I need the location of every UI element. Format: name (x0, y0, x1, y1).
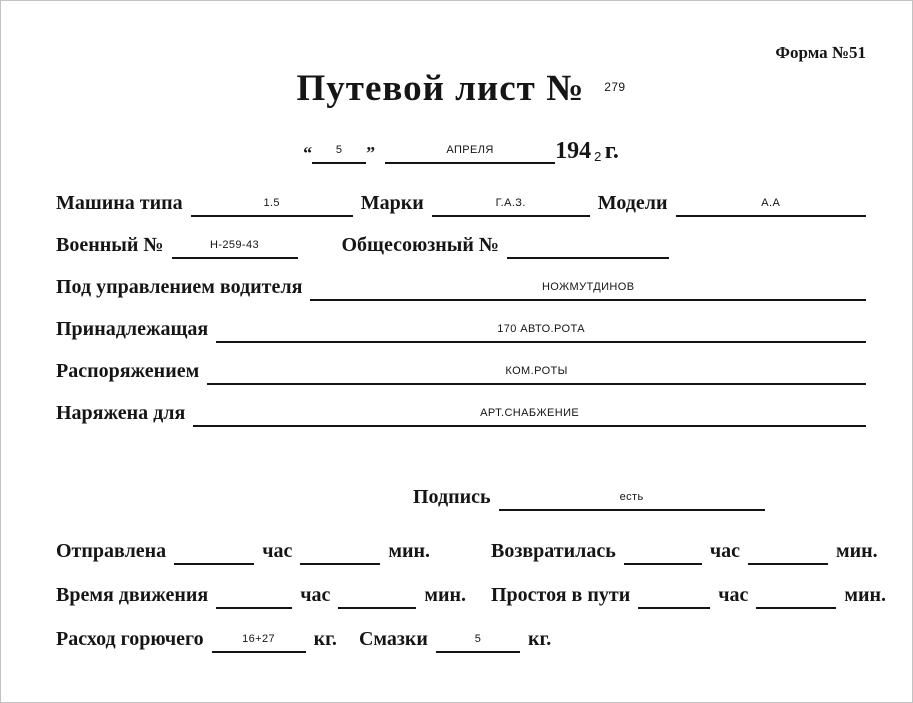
idle-minute-field (756, 583, 836, 609)
year-suffix: г. (604, 138, 619, 164)
signature-label: Подпись (413, 486, 491, 508)
machine-type-label: Машина типа (56, 192, 183, 214)
driving-group (56, 582, 491, 609)
numbers-row (56, 232, 866, 259)
machine-type-field: 1.5 (191, 191, 353, 217)
departed-hour-label: час (262, 540, 293, 562)
assigned-for-row (56, 400, 866, 427)
brand-label: Марки (360, 192, 424, 214)
union-number-label: Общесоюзный № (341, 234, 500, 256)
driver-label: Под управлением водителя (56, 276, 303, 298)
returned-label: Возвратилась (491, 540, 616, 562)
machine-row (56, 190, 866, 217)
signature-row (56, 484, 866, 511)
open-quote: “ (303, 143, 313, 163)
assigned-for-label: Наряжена для (56, 402, 186, 424)
returned-hour-field (624, 539, 702, 565)
returned-group (491, 538, 878, 565)
ordered-by-label: Распоряжением (56, 360, 200, 382)
assigned-for-field: АРТ.СНАБЖЕНИЕ (193, 401, 866, 427)
brand-field: Г.А.З. (432, 191, 590, 217)
signature-field: есть (499, 485, 765, 511)
returned-minute-field (748, 539, 828, 565)
departed-minute-label: мин. (388, 540, 431, 562)
model-field: А.А (676, 191, 866, 217)
belonging-row (56, 316, 866, 343)
consumption-row (56, 626, 866, 653)
waybill-number: 279 (604, 80, 626, 94)
driving-label: Время движения (56, 584, 209, 606)
union-number-field (507, 233, 669, 259)
military-number-label: Военный № (56, 234, 164, 256)
driving-hour-field (216, 583, 292, 609)
model-label: Модели (597, 192, 668, 214)
year-prefix: 194 (555, 138, 592, 164)
year-digit: 2 (594, 149, 602, 164)
driver-field: НОЖМУТДИНОВ (310, 275, 866, 301)
idle-group (491, 582, 886, 609)
driving-minute-field (338, 583, 416, 609)
idle-hour-label: час (718, 584, 749, 606)
fuel-unit-label: кг. (313, 628, 337, 650)
date-row (56, 136, 866, 164)
driving-idle-row (56, 582, 887, 609)
departure-return-row (56, 538, 878, 565)
lubricant-field: 5 (436, 627, 520, 653)
lubricant-label: Смазки (358, 628, 428, 650)
driving-minute-label: мин. (424, 584, 467, 606)
departed-minute-field (300, 539, 380, 565)
date-month-field: АПРЕЛЯ (385, 138, 555, 164)
driver-row (56, 274, 866, 301)
date-day-field: 5 (312, 138, 366, 164)
returned-hour-label: час (709, 540, 740, 562)
form-number-label: Форма №51 (775, 43, 866, 62)
military-number-field: Н-259-43 (172, 233, 298, 259)
close-quote: ” (366, 143, 376, 163)
departed-group (56, 538, 491, 565)
ordered-by-row (56, 358, 866, 385)
title-row (56, 67, 866, 110)
idle-minute-label: мин. (844, 584, 887, 606)
departed-label: Отправлена (56, 540, 167, 562)
idle-hour-field (638, 583, 710, 609)
lubricant-unit-label: кг. (527, 628, 552, 650)
page-title: Путевой лист № (296, 68, 585, 109)
ordered-by-field: КОМ.РОТЫ (207, 359, 866, 385)
fuel-field: 16+27 (212, 627, 306, 653)
fuel-label: Расход горючего (56, 628, 204, 650)
driving-hour-label: час (300, 584, 331, 606)
returned-minute-label: мин. (835, 540, 878, 562)
idle-label: Простоя в пути (491, 584, 631, 606)
belonging-field: 170 АВТО.РОТА (216, 317, 866, 343)
departed-hour-field (174, 539, 254, 565)
belonging-label: Принадлежащая (56, 318, 209, 340)
